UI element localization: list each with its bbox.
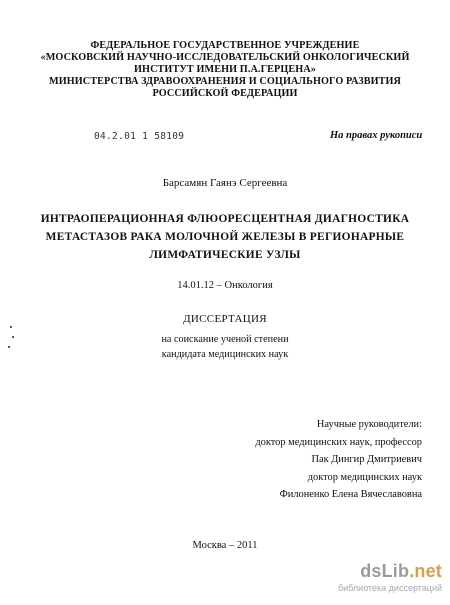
institution-header bbox=[0, 40, 450, 100]
dissertation-title bbox=[0, 210, 450, 264]
degree-text bbox=[0, 332, 450, 362]
watermark-site-domain: .net bbox=[409, 561, 442, 581]
supervisor-line: доктор медицинских наук bbox=[307, 471, 422, 483]
watermark-subtitle: библиотека диссертаций bbox=[337, 583, 442, 593]
institution-line: ФЕДЕРАЛЬНОЕ ГОСУДАРСТВЕННОЕ УЧРЕЖДЕНИЕ bbox=[90, 40, 360, 51]
supervisors-heading: Научные руководители: bbox=[316, 419, 422, 430]
institution-line: РОССИЙСКОЙ ФЕДЕРАЦИИ bbox=[152, 88, 298, 99]
dissertation-heading: ДИССЕРТАЦИЯ bbox=[183, 313, 267, 325]
scan-speck bbox=[10, 326, 12, 328]
scan-speck bbox=[8, 346, 10, 348]
title-line: ИНТРАОПЕРАЦИОННАЯ ФЛЮОРЕСЦЕНТНАЯ ДИАГНОСТИКА bbox=[40, 213, 410, 225]
institution-line: МИНИСТЕРСТВА ЗДРАВООХРАНЕНИЯ И СОЦИАЛЬНОГО РАЗВИТИЯ bbox=[48, 76, 401, 87]
degree-line: кандидата медицинских наук bbox=[161, 349, 289, 360]
title-line: МЕТАСТАЗОВ РАКА МОЛОЧНОЙ ЖЕЛЕЗЫ В РЕГИОНАРНЫЕ bbox=[45, 231, 405, 243]
supervisor-line: доктор медицинских наук, профессор bbox=[255, 436, 422, 448]
specialty-code: 14.01.12 – Онкология bbox=[177, 280, 273, 291]
author-name: Барсамян Гаянэ Сергеевна bbox=[162, 177, 288, 189]
rights-note: На правах рукописи bbox=[330, 130, 423, 141]
scan-speck bbox=[12, 336, 14, 338]
supervisor-line: Филоненко Елена Вячеславовна bbox=[279, 489, 422, 500]
dslib-watermark bbox=[322, 561, 442, 597]
title-line: ЛИМФАТИЧЕСКИЕ УЗЛЫ bbox=[149, 249, 301, 261]
supervisors-block bbox=[255, 416, 422, 504]
institution-line: ИНСТИТУТ ИМЕНИ П.А.ГЕРЦЕНА» bbox=[134, 64, 316, 75]
institution-line: «МОСКОВСКИЙ НАУЧНО-ИССЛЕДОВАТЕЛЬСКИЙ ОНКОЛОГИЧЕСКИЙ bbox=[40, 52, 410, 63]
supervisor-line: Пак Дингир Дмитриевич bbox=[311, 454, 422, 465]
library-stamp: 04.2.01 1 58109 bbox=[94, 131, 185, 142]
degree-line: на соискание ученой степени bbox=[161, 334, 289, 345]
watermark-site-name bbox=[360, 561, 442, 582]
city-year: Москва – 2011 bbox=[192, 540, 258, 551]
watermark-site-part: dsLib bbox=[360, 561, 410, 581]
